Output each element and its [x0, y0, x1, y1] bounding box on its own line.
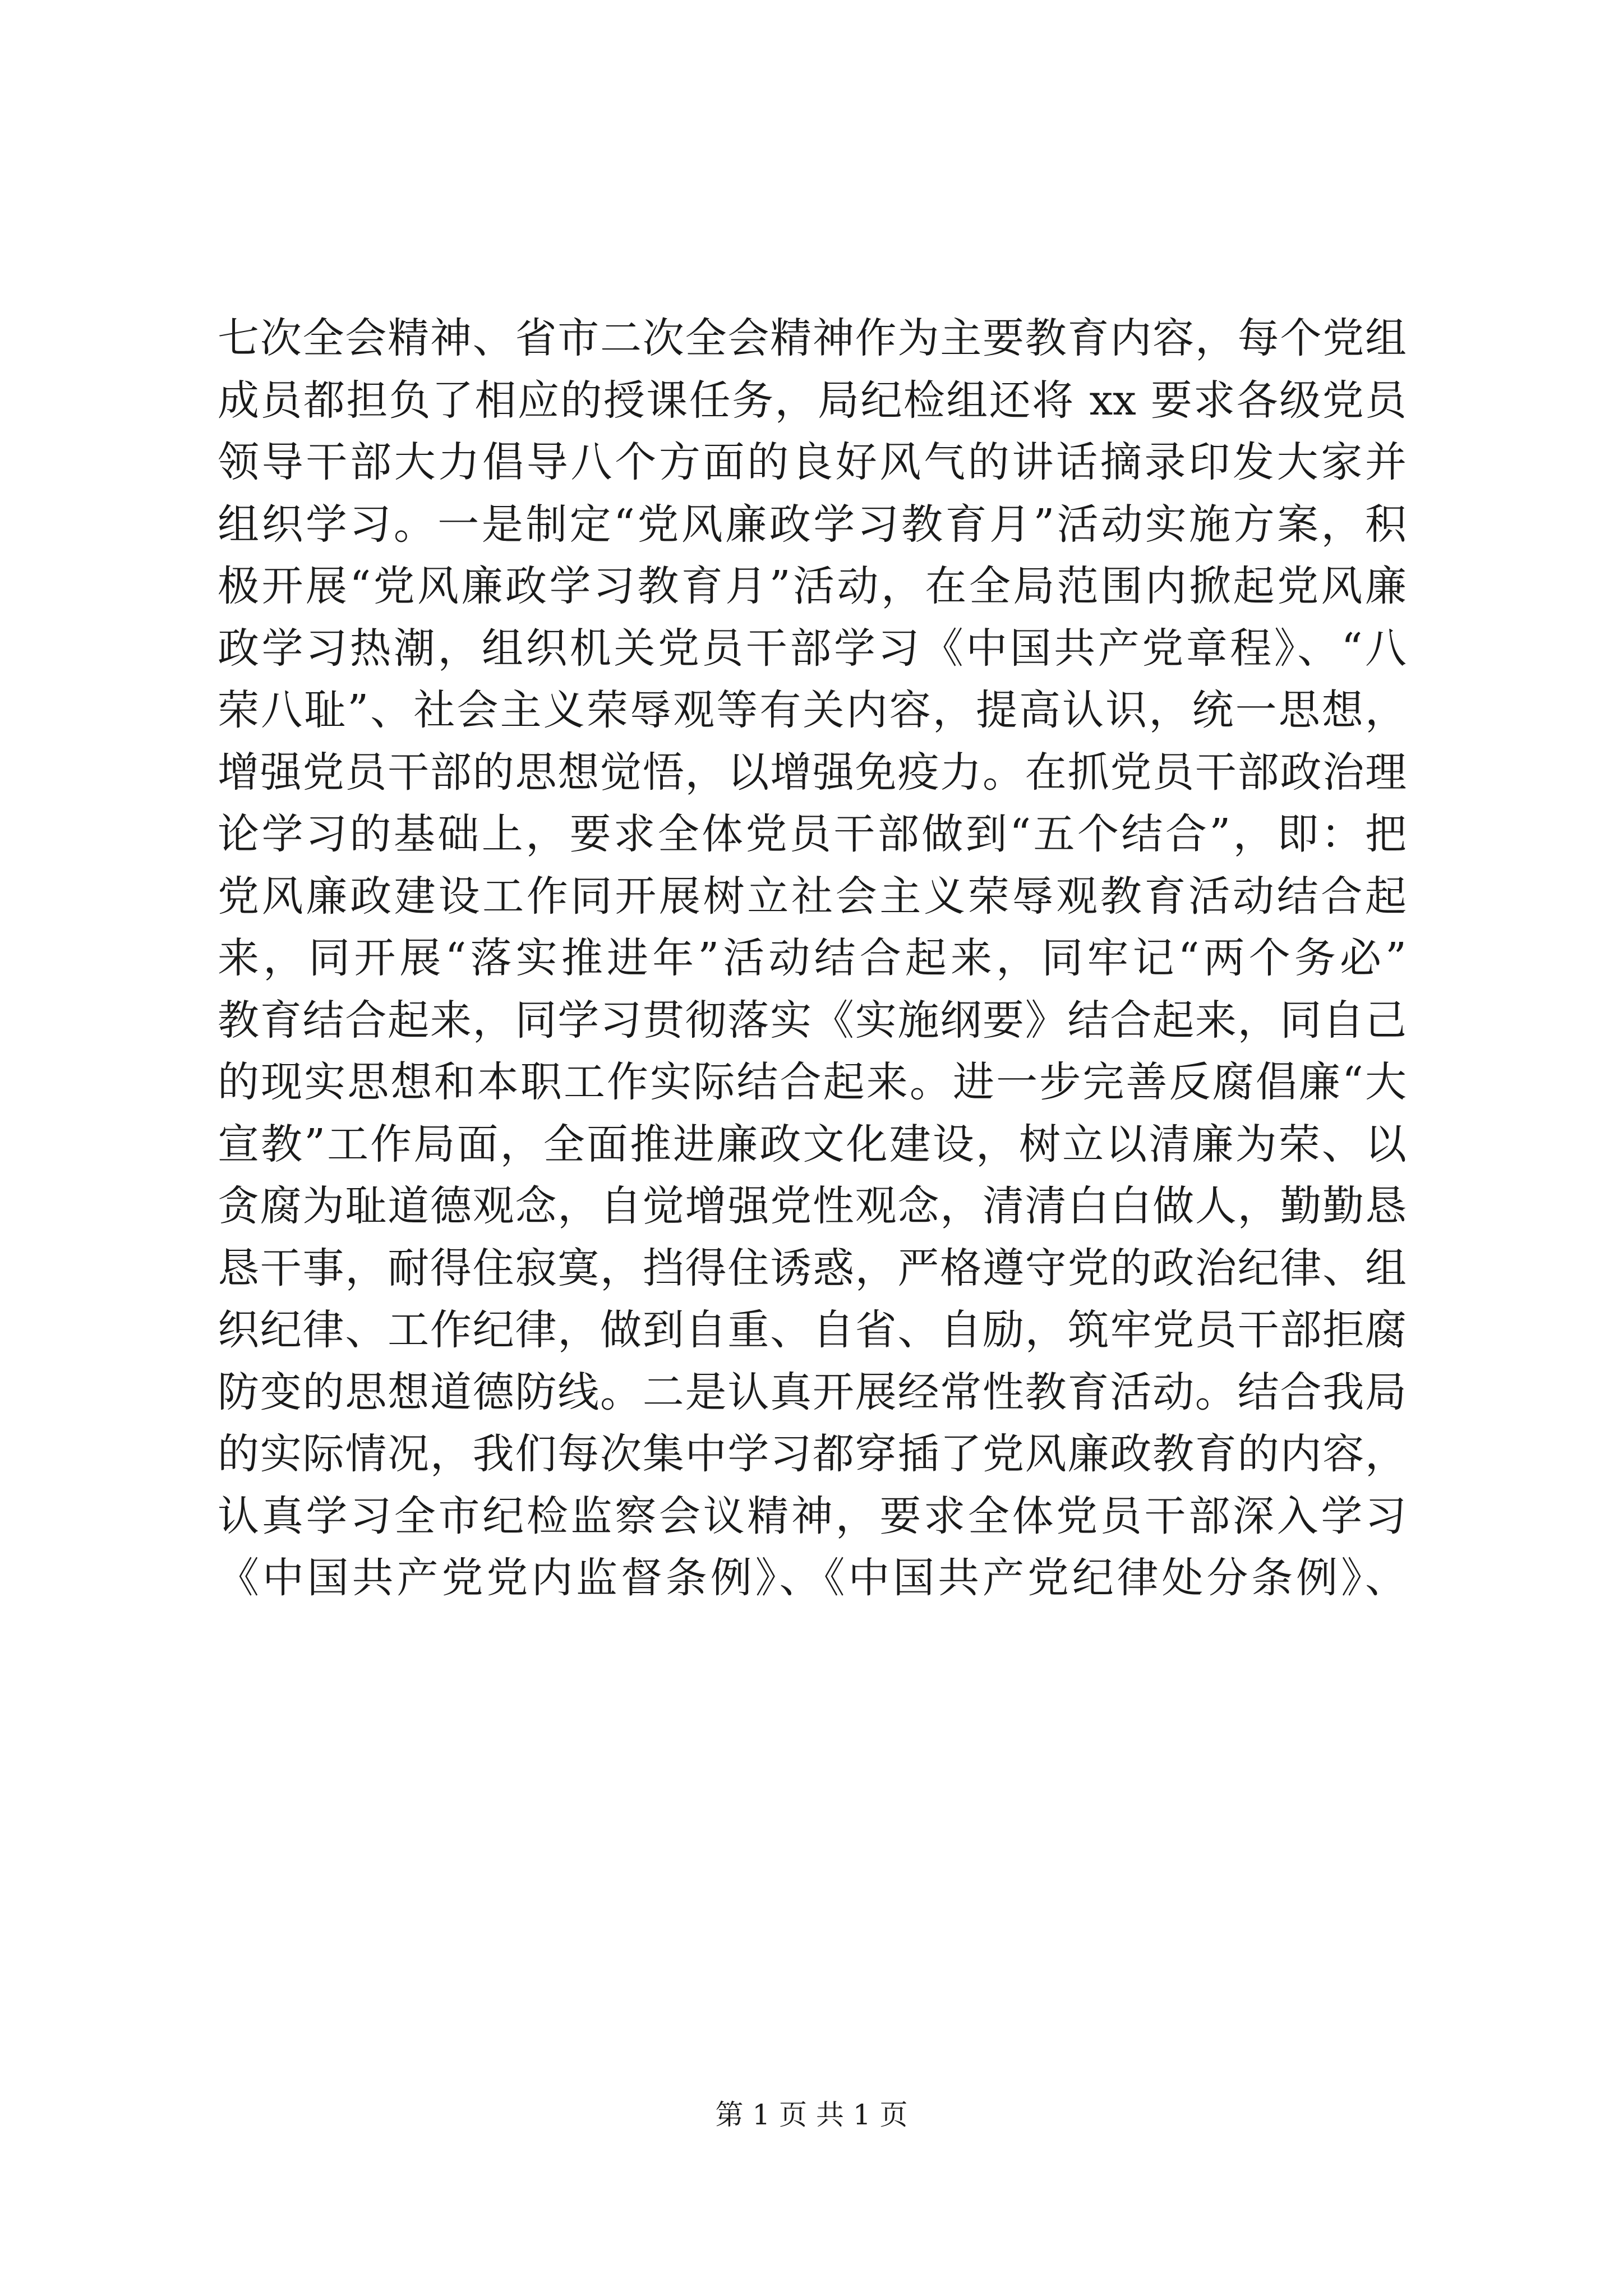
text-line: 的现实思想和本职工作实际结合起来。进一步完善反腐倡廉“大 — [218, 1058, 1407, 1106]
text-line: 织纪律、工作纪律，做到自重、自省、自励，筑牢党员干部拒腐 — [218, 1306, 1407, 1354]
page-footer: 第 1 页 共 1 页 — [715, 2099, 908, 2131]
text-line: 宣教”工作局面，全面推进廉政文化建设，树立以清廉为荣、以 — [218, 1120, 1407, 1168]
text-line: 来，同开展“落实推进年”活动结合起来，同牢记“两个务必” — [218, 934, 1407, 982]
text-line: 领导干部大力倡导八个方面的良好风气的讲话摘录印发大家并 — [218, 438, 1407, 486]
text-line: 《中国共产党党内监督条例》、《中国共产党纪律处分条例》、 — [218, 1554, 1407, 1602]
body-text — [218, 307, 1407, 1609]
text-line: 党风廉政建设工作同开展树立社会主义荣辱观教育活动结合起 — [218, 872, 1407, 921]
text-line: 成员都担负了相应的授课任务，局纪检组还将 xx 要求各级党员 — [218, 376, 1407, 425]
text-line: 政学习热潮，组织机关党员干部学习《中国共产党章程》、“八 — [218, 624, 1407, 673]
text-line: 七次全会精神、省市二次全会精神作为主要教育内容，每个党组 — [218, 314, 1407, 362]
text-line: 的实际情况，我们每次集中学习都穿插了党风廉政教育的内容， — [218, 1430, 1407, 1478]
text-line: 教育结合起来，同学习贯彻落实《实施纲要》结合起来，同自己 — [218, 996, 1407, 1045]
text-line: 贪腐为耻道德观念，自觉增强党性观念，清清白白做人，勤勤恳 — [218, 1182, 1407, 1230]
text-line: 论学习的基础上，要求全体党员干部做到“五个结合”，即：把 — [218, 810, 1407, 858]
text-line: 极开展“党风廉政学习教育月”活动，在全局范围内掀起党风廉 — [218, 562, 1407, 610]
text-line: 增强党员干部的思想觉悟，以增强免疫力。在抓党员干部政治理 — [218, 748, 1407, 797]
text-line: 荣八耻”、社会主义荣辱观等有关内容，提高认识，统一思想， — [218, 686, 1407, 734]
text-line: 组织学习。一是制定“党风廉政学习教育月”活动实施方案，积 — [218, 500, 1407, 549]
text-line: 恳干事，耐得住寂寞，挡得住诱惑，严格遵守党的政治纪律、组 — [218, 1244, 1407, 1292]
text-line: 认真学习全市纪检监察会议精神，要求全体党员干部深入学习 — [218, 1492, 1407, 1540]
text-line: 防变的思想道德防线。二是认真开展经常性教育活动。结合我局 — [218, 1368, 1407, 1416]
